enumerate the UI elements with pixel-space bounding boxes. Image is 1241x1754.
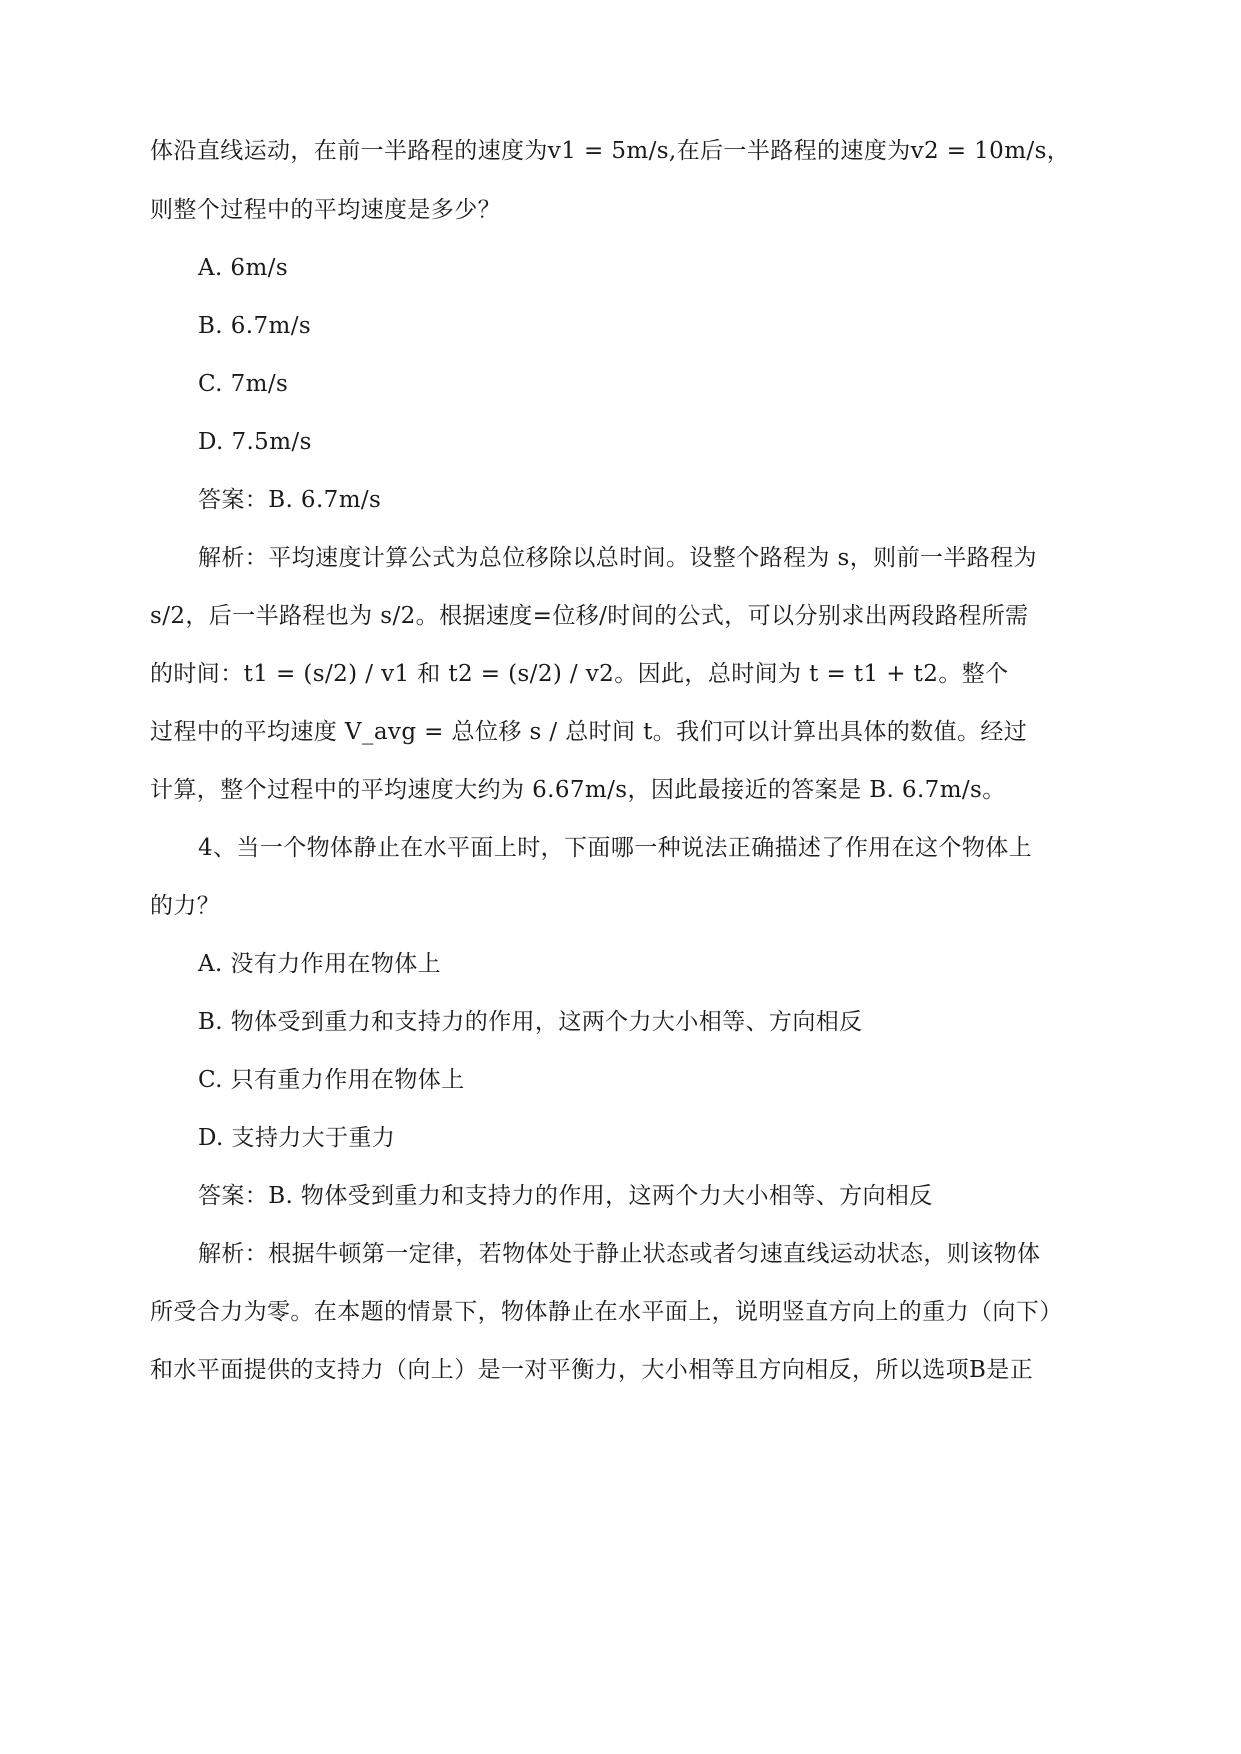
q3-option-a: A. 6m/s — [198, 255, 289, 281]
q4-option-b: B. 物体受到重力和支持力的作用，这两个力大小相等、方向相反 — [198, 1009, 863, 1035]
q4-stem-line-2: 的力？ — [150, 893, 221, 919]
q3-option-d: D. 7.5m/s — [198, 429, 312, 455]
q4-option-c: C. 只有重力作用在物体上 — [198, 1067, 465, 1093]
q4-stem-line-1: 4、当一个物体静止在水平面上时，下面哪一种说法正确描述了作用在这个物体上 — [198, 835, 1033, 861]
q4-answer: 答案：B. 物体受到重力和支持力的作用，这两个力大小相等、方向相反 — [198, 1183, 933, 1209]
q4-analysis-line-2: 所受合力为零。在本题的情景下，物体静止在水平面上，说明竖直方向上的重力（向下） — [150, 1299, 1063, 1325]
q3-option-c: C. 7m/s — [198, 371, 289, 397]
q3-answer: 答案：B. 6.7m/s — [198, 487, 382, 513]
q3-stem-line-1: 体沿直线运动，在前一半路程的速度为v1 = 5m/s,在后一半路程的速度为v2 = 10m/s， — [150, 138, 1071, 164]
q3-analysis-line-4: 过程中的平均速度 V_avg = 总位移 s / 总时间 t。我们可以计算出具体的数值。经过 — [150, 719, 1028, 745]
q3-analysis-line-5: 计算，整个过程中的平均速度大约为 6.67m/s，因此最接近的答案是 B. 6.7m/s。 — [150, 777, 1006, 803]
q3-analysis-line-1: 解析：平均速度计算公式为总位移除以总时间。设整个路程为 s，则前一半路程为 — [198, 545, 1037, 571]
q4-analysis-line-3: 和水平面提供的支持力（向上）是一对平衡力，大小相等且方向相反，所以选项B是正 — [150, 1357, 1034, 1383]
q3-analysis-line-3: 的时间：t1 = (s/2) / v1 和 t2 = (s/2) / v2。因此，总时间为 t = t1 + t2。整个 — [150, 661, 1009, 687]
q3-option-b: B. 6.7m/s — [198, 313, 312, 339]
q4-option-d: D. 支持力大于重力 — [198, 1125, 396, 1151]
q3-stem-line-2: 则整个过程中的平均速度是多少？ — [150, 197, 501, 223]
q3-analysis-line-2: s/2，后一半路程也为 s/2。根据速度=位移/时间的公式，可以分别求出两段路程所需 — [150, 603, 1029, 629]
q4-option-a: A. 没有力作用在物体上 — [198, 951, 442, 977]
q4-analysis-line-1: 解析：根据牛顿第一定律，若物体处于静止状态或者匀速直线运动状态，则该物体 — [198, 1241, 1041, 1267]
